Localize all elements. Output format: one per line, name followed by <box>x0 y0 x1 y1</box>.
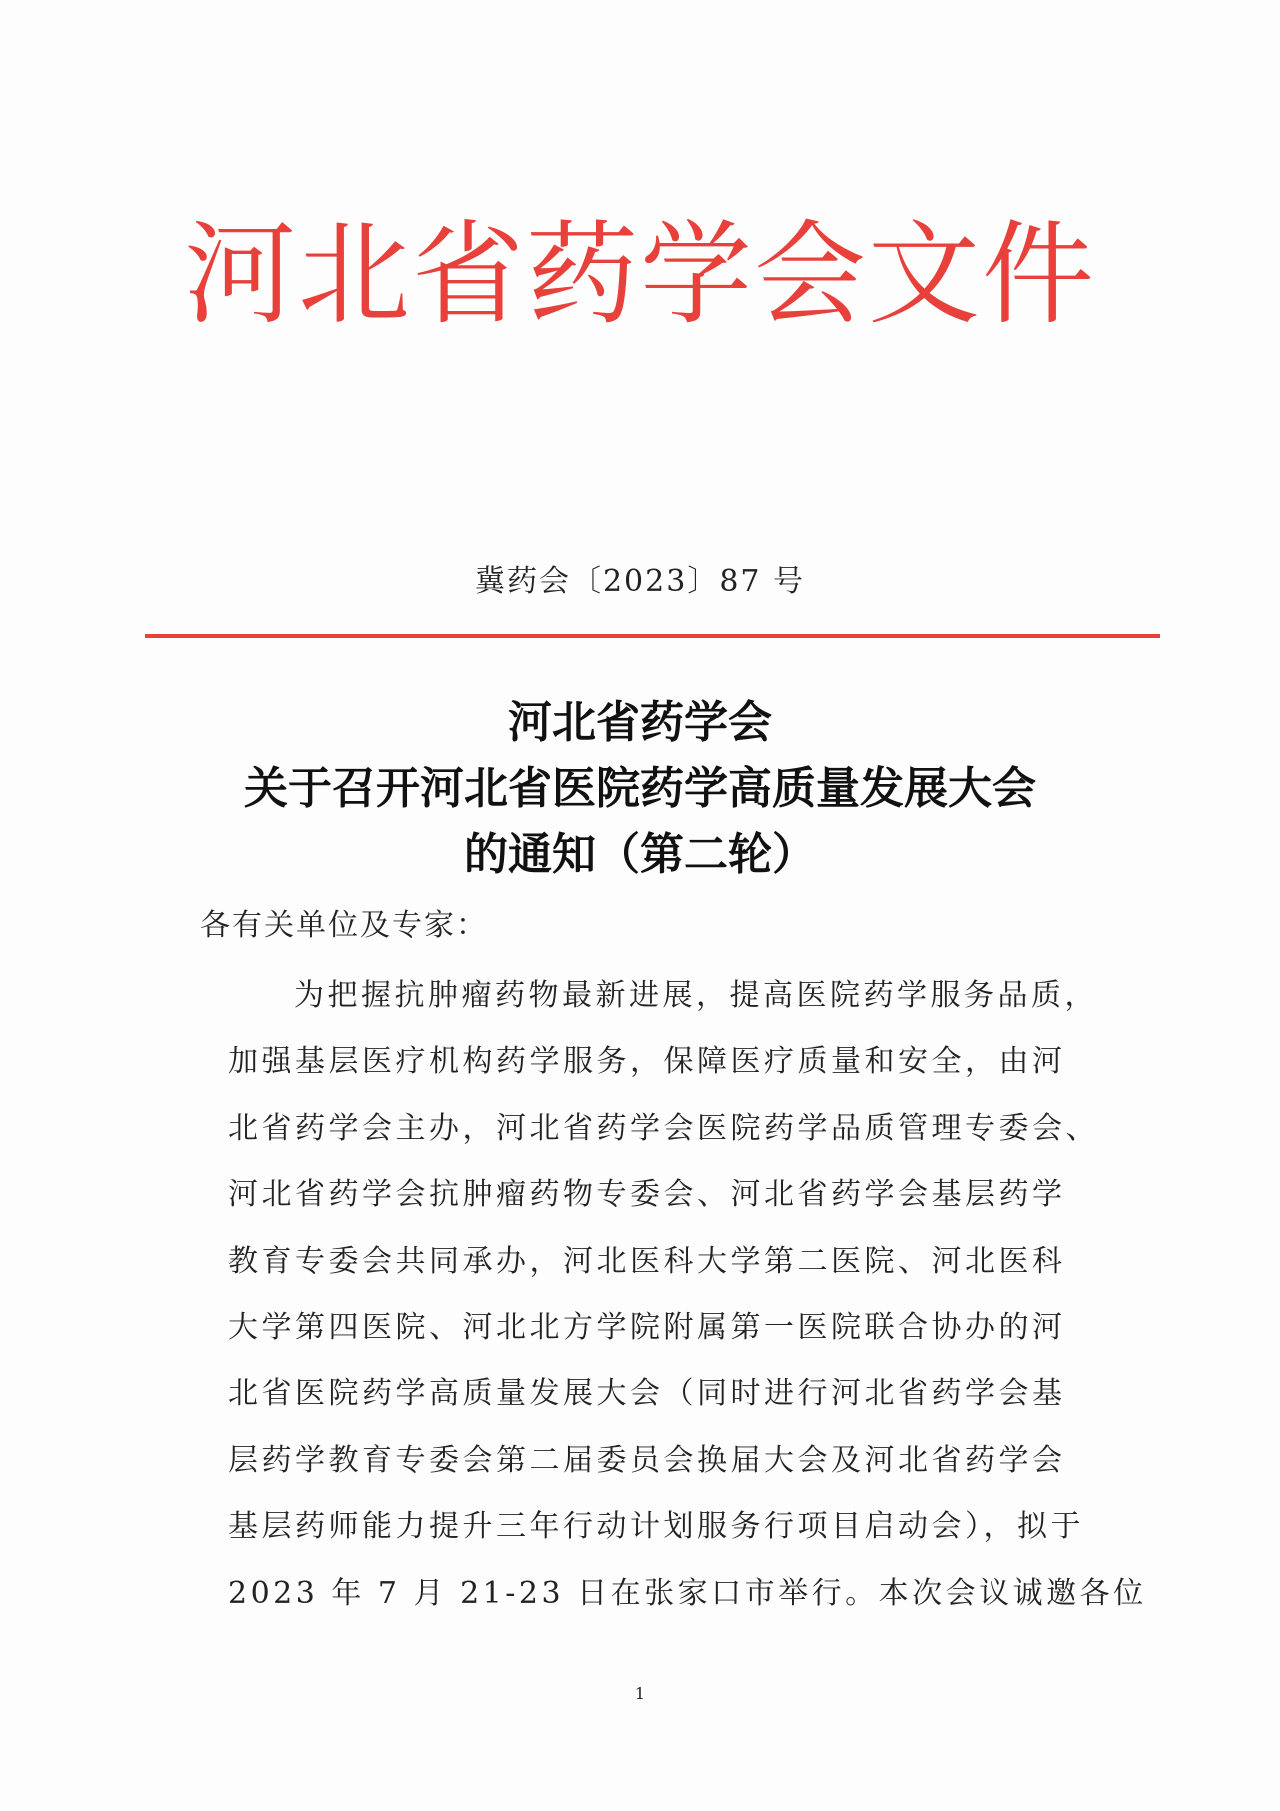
body-line: 北省药学会主办，河北省药学会医院药学品质管理专委会、 <box>228 1110 1099 1146</box>
masthead-title: 河北省药学会文件 <box>184 210 1096 340</box>
body-line: 教育专委会共同承办，河北医科大学第二医院、河北医科 <box>228 1243 1066 1279</box>
title-line-notice: 的通知（第二轮） <box>464 829 816 880</box>
body-line: 加强基层医疗机构药学服务，保障医疗质量和安全，由河 <box>228 1044 1066 1080</box>
notice-title <box>0 690 1280 888</box>
page-number: 1 <box>634 1684 646 1703</box>
title-line-organization: 河北省药学会 <box>508 697 772 748</box>
salutation: 各有关单位及专家： <box>200 908 488 943</box>
document-number: 冀药会〔2023〕87 号 <box>474 564 806 599</box>
title-line-subject: 关于召开河北省医院药学高质量发展大会 <box>244 763 1036 814</box>
red-divider-line <box>145 634 1160 638</box>
body-line: 2023 年 7 月 21-23 日在张家口市举行。本次会议诚邀各位 <box>228 1575 1147 1611</box>
body-line: 基层药师能力提升三年行动计划服务行项目启动会），拟于 <box>228 1509 1084 1545</box>
body-line: 为把握抗肿瘤药物最新进展，提高医院药学服务品质， <box>294 978 1098 1013</box>
body-line: 层药学教育专委会第二届委员会换届大会及河北省药学会 <box>228 1442 1066 1478</box>
body-paragraph <box>228 970 1147 1634</box>
body-line: 大学第四医院、河北北方学院附属第一医院联合协办的河 <box>228 1309 1066 1345</box>
body-line: 河北省药学会抗肿瘤药物专委会、河北省药学会基层药学 <box>228 1177 1066 1213</box>
body-line: 北省医院药学高质量发展大会（同时进行河北省药学会基 <box>228 1376 1066 1412</box>
